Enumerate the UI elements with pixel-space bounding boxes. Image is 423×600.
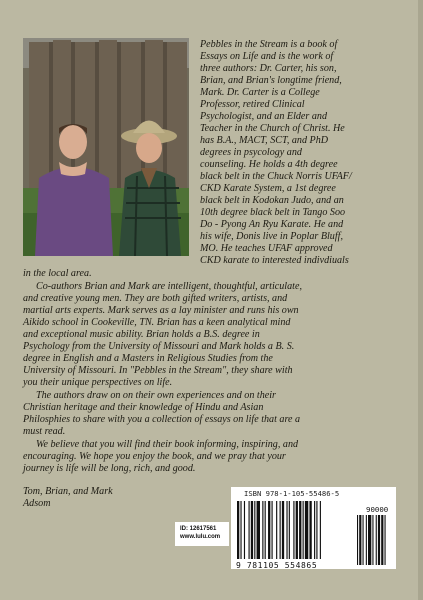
blurb-line: Pebbles in the Stream is a book of [200,39,338,50]
blurb-line: Do - Pyong An Ryu Karate. He and [200,219,344,230]
barcode-addon-bar [359,515,361,565]
blurb-line: and creative young men. They are both gifted writers, artists, and [23,293,288,304]
blurb-line: black belt in the Chuck Norris UFAF/ [200,171,352,182]
blurb-line: Psychology from the University of Missouri and Mark holds a B. S. [23,341,295,352]
blurb-line: his wife, Donis live in Poplar Bluff, [200,231,343,242]
blurb-line: must read. [23,426,66,437]
barcode-bar [289,501,290,559]
barcode-bar [303,501,304,559]
barcode-bar [237,501,239,559]
barcode-addon-bar [385,515,386,565]
barcode-bar [276,501,277,559]
barcode-bar [309,501,311,559]
blurb-line: degree in English and a Masters in Religious Studies from the [23,353,273,364]
blurb-line: We believe that you will find their book informing, inspiring, and [36,439,299,450]
blurb-line: three authors: Dr. Carter, his son, [200,63,337,74]
barcode-bar [299,501,301,559]
blurb-line: 10th degree black belt in Tango Soo [200,207,346,218]
barcode-bar [251,501,253,559]
blurb-line: martial arts experts. Mark serves as a lay minister and runs his own [23,305,299,316]
barcode-addon-bar [363,515,364,565]
cover-edge [418,0,423,600]
signature-line: Adsom [23,498,51,509]
blurb-line: Aikido school in Cookeville, TN. Brian has a keen analytical mind [23,317,291,328]
blurb-line: Psychologist, and an Elder and [200,111,327,122]
signature-line: Tom, Brian, and Mark [23,486,113,497]
blurb-line: Teacher in the Church of Christ. He [200,123,345,134]
blurb-line: CKD Karate System, a 1st degree [200,183,336,194]
blurb-line: has B.A., MACT, SCT, and PhD [200,135,329,146]
blurb-line: degrees in psycology and [200,147,302,158]
barcode-bar [265,501,266,559]
barcode-addon-bar [381,515,383,565]
barcode-bar [293,501,294,559]
blurb-line: encouraging. We hope you enjoy the book, and we pray that your [23,451,286,462]
barcode-digits: 9 781105 554865 [236,561,318,570]
barcode-addon-bar [366,515,367,565]
author-photo [23,38,189,256]
blurb-line: in the local area. [23,268,92,279]
blurb-line: University of Missouri. In "Pebbles in the Stream", they share with [23,365,293,376]
barcode-bar [316,501,317,559]
blurb-line: Essays on Life and is the work of [200,51,334,62]
barcode-addon-bar [378,515,380,565]
isbn-barcode [231,487,396,569]
blurb-line: Philosphies to share with you a collection of essays on life that are a [23,414,301,425]
barcode-bar [254,501,255,559]
barcode-bar [296,501,298,559]
barcode-bar [244,501,245,559]
barcode-bar [268,501,270,559]
barcode-bar [286,501,287,559]
isbn-label: ISBN 978-1-105-55486-5 [244,489,340,498]
barcode-bar [272,501,273,559]
blurb-line: MO. He teaches UFAF approved [200,243,333,254]
blurb-line: Brian, and Brian's longtime friend, [200,75,342,86]
blurb-line: counseling. He holds a 4th degree [200,159,338,170]
blurb-line: Professor, retired Clinical [200,99,305,110]
barcode-bar [262,501,263,559]
barcode-bars [231,487,396,569]
barcode-bar [282,501,284,559]
blurb-line: and exceptional music ability. Brian holds a B.S. degree in [23,329,260,340]
publisher-id: ID: 12617561 [180,526,217,532]
barcode-bar [257,501,260,559]
blurb-line: Christian heritage and their knowledge of Hindu and Asian [23,402,264,413]
blurb-line: Co-authors Brian and Mark are intelligent, thoughtful, articulate, [36,281,302,292]
barcode-bar [240,501,241,559]
barcode-addon-bar [376,515,377,565]
blurb-line: The authors draw on on their own experiences and on their [36,390,276,401]
barcode-bar [280,501,281,559]
barcode-bar [320,501,321,559]
blurb-line: black belt in Kodokan Judo, and an [200,195,344,206]
blurb-line: Mark. Dr. Carter is a College [200,87,320,98]
publisher-url: www.lulu.com [180,534,221,540]
price-code: 90000 [366,505,389,514]
blurb-line: you their unique perspectives on life. [23,377,173,388]
blurb-line: journey is life will be long, rich, and good. [23,463,196,474]
barcode-bar [314,501,315,559]
barcode-bar [249,501,250,559]
barcode-addon-bar [372,515,373,565]
barcode-addon-bar [368,515,371,565]
barcode-addon-bar [357,515,358,565]
barcode-bar [305,501,308,559]
author-photo-illustration [23,38,189,256]
blurb-line: CKD karate to interested indivdiuals [200,255,349,266]
